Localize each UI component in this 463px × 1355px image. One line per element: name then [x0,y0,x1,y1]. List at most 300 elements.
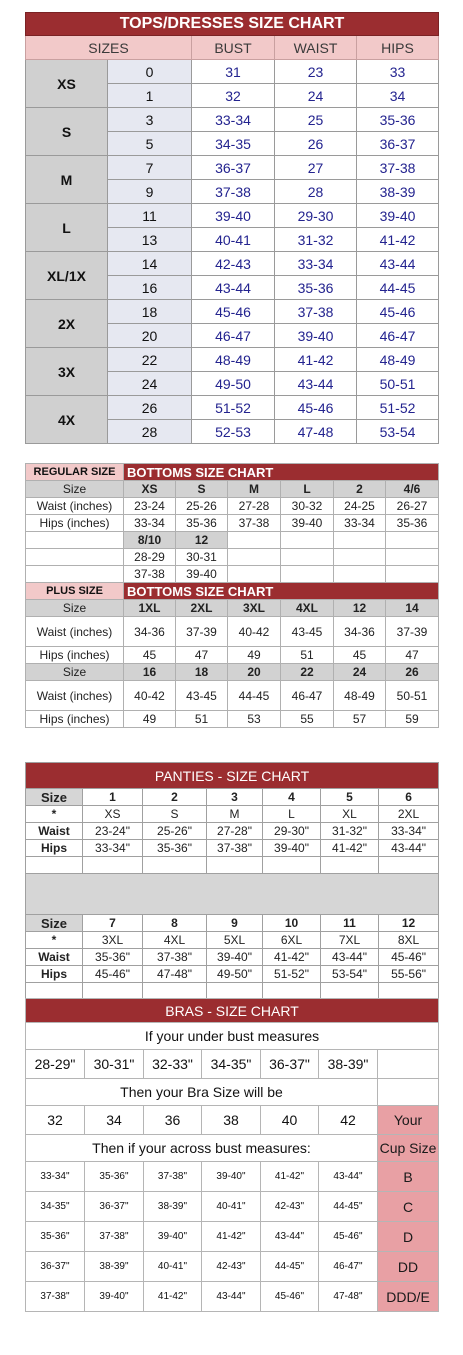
row-label: Waist (inches) [26,617,124,647]
tops-size-number: 7 [108,156,192,180]
plus-size: 2XL [176,600,228,617]
tops-size-label: XL/1X [26,252,108,300]
tops-size-number: 22 [108,348,192,372]
panties-star-row [26,932,439,949]
plus-hips: 55 [281,711,334,728]
plus-hips: 51 [176,711,228,728]
bra-size-row [26,1106,439,1135]
panties-waist-value: 35-36" [83,949,143,966]
panties-sizes-value: 11 [321,915,379,932]
tops-bust-value: 51-52 [192,396,275,420]
row-label: Waist (inches) [26,681,124,711]
panties-waist-row [26,823,439,840]
tops-size-number: 14 [108,252,192,276]
tops-size-number: 18 [108,300,192,324]
tops-hips-value: 46-47 [357,324,439,348]
panties-sizes-value: 9 [207,915,263,932]
regular-waist: 23-24 [124,498,176,515]
panties-sizes-value: 7 [83,915,143,932]
plus-waist: 40-42 [124,681,176,711]
row-label: Hips (inches) [26,711,124,728]
panties-hips-value: 47-48" [143,966,207,983]
tops-size-number: 3 [108,108,192,132]
regular-waist: 26-27 [386,498,439,515]
across-bust-value: 35-36" [26,1222,85,1252]
across-bust-value: 37-38" [85,1222,144,1252]
bras-row [26,1222,439,1252]
panties-letters-value: L [263,806,321,823]
extra-size: 8/10 [124,532,176,549]
panties-sizes-value: 12 [379,915,439,932]
bottoms-size-chart [25,463,439,728]
panties-hips-value: 49-50" [207,966,263,983]
plus-waist: 50-51 [386,681,439,711]
panties-letters-value: 2XL [379,806,439,823]
panties-chart-title: PANTIES - SIZE CHART [26,763,439,789]
tops-row [26,252,439,276]
panties-hips-value: 39-40" [263,840,321,857]
tops-size-number: 0 [108,60,192,84]
tops-waist-value: 33-34 [275,252,357,276]
extra-hips-row [26,566,439,583]
tops-row [26,60,439,84]
plus-size: 22 [281,664,334,681]
cup-size-value: DD [378,1252,439,1282]
panties-letters-value: 5XL [207,932,263,949]
tops-bust-value: 52-53 [192,420,275,444]
tops-bust-value: 46-47 [192,324,275,348]
plus-waist: 37-39 [386,617,439,647]
tops-size-label: 2X [26,300,108,348]
across-bust-value: 40-41" [144,1252,202,1282]
across-bust-value: 46-47" [319,1252,378,1282]
tops-bust-value: 33-34 [192,108,275,132]
panties-hips-value: 43-44" [379,840,439,857]
plus-bottoms-title: BOTTOMS SIZE CHART [124,583,439,600]
tops-waist-value: 26 [275,132,357,156]
plus-hips: 53 [228,711,281,728]
panties-hips-value: 41-42" [321,840,379,857]
tops-bust-value: 49-50 [192,372,275,396]
plus-waist: 34-36 [124,617,176,647]
across-bust-value: 43-44" [261,1222,319,1252]
under-bust-row [26,1050,439,1079]
panties-hips-row [26,840,439,857]
plus-size-row [26,600,439,617]
panties-waist-value: 45-46" [379,949,439,966]
panties-sizes-value: 3 [207,789,263,806]
row-label: Hips (inches) [26,515,124,532]
under-bust-value: 28-29" [26,1050,85,1079]
panties-waist-row [26,949,439,966]
tops-size-label: M [26,156,108,204]
across-bust-value: 38-39" [85,1252,144,1282]
tops-size-label: 4X [26,396,108,444]
tops-waist-value: 37-38 [275,300,357,324]
tops-bust-value: 40-41 [192,228,275,252]
panties-row-label: Hips [26,966,83,983]
panties-waist-value: 29-30" [263,823,321,840]
tops-hips-value: 45-46 [357,300,439,324]
panties-waist-value: 39-40" [207,949,263,966]
tops-hips-value: 51-52 [357,396,439,420]
cup-size-value: B [378,1162,439,1192]
row-label: Waist (inches) [26,498,124,515]
tops-waist-value: 29-30 [275,204,357,228]
tops-waist-value: 43-44 [275,372,357,396]
regular-size: M [228,481,281,498]
regular-hips: 33-34 [124,515,176,532]
panties-block-1 [26,789,439,874]
panties-size-chart [25,762,439,1000]
tops-body [26,60,439,444]
panties-size-row [26,789,439,806]
tops-hips-value: 39-40 [357,204,439,228]
across-bust-value: 39-40" [144,1222,202,1252]
tops-waist-value: 28 [275,180,357,204]
across-bust-value: 39-40" [85,1282,144,1312]
tops-size-chart [25,12,439,444]
extra-waist: 30-31 [176,549,228,566]
across-bust-value: 35-36" [85,1162,144,1192]
under-bust-value: 34-35" [202,1050,261,1079]
tops-waist-value: 45-46 [275,396,357,420]
tops-waist-value: 24 [275,84,357,108]
across-bust-value: 43-44" [319,1162,378,1192]
across-bust-value: 47-48" [319,1282,378,1312]
panties-row-label: Size [26,789,83,806]
tops-row [26,156,439,180]
across-bust-value: 39-40" [202,1162,261,1192]
tops-hips-value: 37-38 [357,156,439,180]
panties-letters-value: S [143,806,207,823]
panties-hips-value: 51-52" [263,966,321,983]
panties-waist-value: 37-38" [143,949,207,966]
panties-block-2 [26,915,439,1000]
across-bust-value: 37-38" [144,1162,202,1192]
tops-bust-value: 48-49 [192,348,275,372]
plus-waist: 43-45 [176,681,228,711]
plus-hips: 45 [334,647,386,664]
tops-bust-value: 43-44 [192,276,275,300]
extra-size: 12 [176,532,228,549]
panties-sizes-value: 10 [263,915,321,932]
tops-size-number: 1 [108,84,192,108]
panties-hips-value: 45-46" [83,966,143,983]
panties-hips-value: 33-34" [83,840,143,857]
tops-bust-value: 39-40 [192,204,275,228]
plus-hips: 45 [124,647,176,664]
tops-header-bust: BUST [192,36,275,60]
panties-star-row [26,806,439,823]
plus-size: 18 [176,664,228,681]
tops-size-label: XS [26,60,108,108]
tops-size-label: S [26,108,108,156]
across-bust-text: Then if your across bust measures: [26,1135,378,1162]
tops-hips-value: 53-54 [357,420,439,444]
panties-letters-value: XS [83,806,143,823]
across-bust-value: 33-34" [26,1162,85,1192]
panties-sizes-value: 2 [143,789,207,806]
cup-size-header-2: Cup Size [378,1135,439,1162]
across-bust-value: 45-46" [319,1222,378,1252]
panties-row-label: Hips [26,840,83,857]
row-label: Size [26,600,124,617]
tops-waist-value: 41-42 [275,348,357,372]
tops-hips-value: 41-42 [357,228,439,252]
plus-waist-row [26,617,439,647]
regular-hips: 35-36 [176,515,228,532]
panties-letters-value: M [207,806,263,823]
cup-size-value: D [378,1222,439,1252]
across-bust-value: 44-45" [261,1252,319,1282]
tops-bust-value: 37-38 [192,180,275,204]
extra-size-row [26,532,439,549]
panties-letters-value: XL [321,806,379,823]
across-bust-value: 42-43" [202,1252,261,1282]
regular-hips: 35-36 [386,515,439,532]
regular-size: 2 [334,481,386,498]
across-bust-value: 38-39" [144,1192,202,1222]
plus-hips-row [26,711,439,728]
cup-size-value: DDD/E [378,1282,439,1312]
tops-hips-value: 38-39 [357,180,439,204]
tops-size-label: L [26,204,108,252]
panties-hips-value: 37-38" [207,840,263,857]
plus-hips: 49 [124,711,176,728]
plus-size: 4XL [281,600,334,617]
tops-row [26,348,439,372]
tops-row [26,108,439,132]
regular-hips: 39-40 [281,515,334,532]
tops-size-label: 3X [26,348,108,396]
regular-waist: 24-25 [334,498,386,515]
tops-waist-value: 23 [275,60,357,84]
regular-size: XS [124,481,176,498]
panties-letters-value: 7XL [321,932,379,949]
cup-size-header-1: Your [378,1106,439,1135]
panties-waist-value: 23-24" [83,823,143,840]
plus-size: 3XL [228,600,281,617]
across-bust-value: 41-42" [144,1282,202,1312]
regular-hips: 37-38 [228,515,281,532]
plus-waist: 34-36 [334,617,386,647]
plus-waist-row [26,681,439,711]
plus-size-row [26,664,439,681]
bras-row [26,1162,439,1192]
panties-waist-value: 27-28" [207,823,263,840]
panties-row-label: Waist [26,949,83,966]
tops-hips-value: 50-51 [357,372,439,396]
plus-waist: 46-47 [281,681,334,711]
tops-waist-value: 39-40 [275,324,357,348]
panties-sizes-value: 6 [379,789,439,806]
plus-waist: 37-39 [176,617,228,647]
tops-row [26,204,439,228]
regular-size-label: REGULAR SIZE [26,464,124,481]
panties-sizes-value: 4 [263,789,321,806]
regular-waist: 27-28 [228,498,281,515]
regular-hips-row [26,515,439,532]
row-label: Size [26,664,124,681]
tops-size-number: 13 [108,228,192,252]
plus-size: 16 [124,664,176,681]
tops-size-number: 16 [108,276,192,300]
tops-size-number: 20 [108,324,192,348]
across-bust-value: 42-43" [261,1192,319,1222]
plus-size: 12 [334,600,386,617]
panties-sizes-value: 5 [321,789,379,806]
tops-waist-value: 47-48 [275,420,357,444]
plus-hips: 47 [176,647,228,664]
across-bust-value: 36-37" [26,1252,85,1282]
bras-row [26,1282,439,1312]
across-bust-value: 37-38" [26,1282,85,1312]
plus-waist: 48-49 [334,681,386,711]
tops-hips-value: 35-36 [357,108,439,132]
tops-bust-value: 31 [192,60,275,84]
bra-size-value: 42 [319,1106,378,1135]
panties-sizes-value: 1 [83,789,143,806]
plus-waist: 40-42 [228,617,281,647]
tops-size-number: 26 [108,396,192,420]
extra-waist-row [26,549,439,566]
bra-size-value: 40 [261,1106,319,1135]
panties-letters-value: 8XL [379,932,439,949]
tops-bust-value: 34-35 [192,132,275,156]
bra-size-value: 38 [202,1106,261,1135]
across-bust-value: 41-42" [261,1162,319,1192]
tops-hips-value: 33 [357,60,439,84]
bra-size-value: 36 [144,1106,202,1135]
bras-row [26,1252,439,1282]
plus-size: 14 [386,600,439,617]
plus-waist: 43-45 [281,617,334,647]
cup-size-value: C [378,1192,439,1222]
bras-size-chart [25,998,439,1312]
bras-row [26,1192,439,1222]
tops-waist-value: 25 [275,108,357,132]
plus-size-label: PLUS SIZE [26,583,124,600]
tops-bust-value: 32 [192,84,275,108]
plus-hips-row [26,647,439,664]
across-bust-value: 41-42" [202,1222,261,1252]
panties-size-row [26,915,439,932]
plus-hips: 51 [281,647,334,664]
tops-bust-value: 42-43 [192,252,275,276]
plus-hips: 47 [386,647,439,664]
regular-size: S [176,481,228,498]
panties-letters-value: 6XL [263,932,321,949]
panties-row-label: * [26,932,83,949]
plus-size: 1XL [124,600,176,617]
regular-size: 4/6 [386,481,439,498]
tops-bust-value: 36-37 [192,156,275,180]
bras-chart-title: BRAS - SIZE CHART [26,999,439,1023]
plus-hips: 59 [386,711,439,728]
panties-row-label: * [26,806,83,823]
plus-waist: 44-45 [228,681,281,711]
tops-header-hips: HIPS [357,36,439,60]
under-bust-value: 38-39" [319,1050,378,1079]
regular-waist-row [26,498,439,515]
tops-hips-value: 44-45 [357,276,439,300]
bras-body [26,1135,439,1312]
across-bust-value: 36-37" [85,1192,144,1222]
tops-chart-title: TOPS/DRESSES SIZE CHART [26,13,439,36]
plus-size: 24 [334,664,386,681]
panties-row-label: Size [26,915,83,932]
then-bra-size-text: Then your Bra Size will be [26,1079,378,1106]
tops-header-sizes: SIZES [26,36,192,60]
tops-size-number: 24 [108,372,192,396]
across-bust-value: 43-44" [202,1282,261,1312]
tops-waist-value: 35-36 [275,276,357,300]
plus-hips: 49 [228,647,281,664]
tops-hips-value: 48-49 [357,348,439,372]
regular-size: L [281,481,334,498]
across-bust-value: 44-45" [319,1192,378,1222]
tops-size-number: 28 [108,420,192,444]
tops-row [26,300,439,324]
panties-hips-value: 35-36" [143,840,207,857]
extra-waist: 28-29 [124,549,176,566]
under-bust-value: 30-31" [85,1050,144,1079]
panties-row-label: Waist [26,823,83,840]
row-label: Size [26,481,124,498]
under-bust-value: 32-33" [144,1050,202,1079]
panties-waist-value: 31-32" [321,823,379,840]
extra-hips: 39-40 [176,566,228,583]
panties-hips-value: 53-54" [321,966,379,983]
under-bust-text: If your under bust measures [26,1023,439,1050]
regular-hips: 33-34 [334,515,386,532]
across-bust-value: 45-46" [261,1282,319,1312]
panties-hips-value: 55-56" [379,966,439,983]
panties-waist-value: 33-34" [379,823,439,840]
bra-size-value: 32 [26,1106,85,1135]
tops-header-waist: WAIST [275,36,357,60]
plus-hips: 57 [334,711,386,728]
panties-waist-value: 41-42" [263,949,321,966]
bra-size-value: 34 [85,1106,144,1135]
panties-hips-row [26,966,439,983]
tops-waist-value: 31-32 [275,228,357,252]
under-bust-value: 36-37" [261,1050,319,1079]
extra-hips: 37-38 [124,566,176,583]
regular-size-row [26,481,439,498]
tops-row [26,396,439,420]
tops-bust-value: 45-46 [192,300,275,324]
regular-bottoms-title: BOTTOMS SIZE CHART [124,464,439,481]
panties-letters-value: 4XL [143,932,207,949]
tops-size-number: 5 [108,132,192,156]
plus-size: 26 [386,664,439,681]
tops-waist-value: 27 [275,156,357,180]
panties-sizes-value: 8 [143,915,207,932]
across-bust-value: 40-41" [202,1192,261,1222]
panties-letters-value: 3XL [83,932,143,949]
tops-hips-value: 43-44 [357,252,439,276]
panties-waist-value: 43-44" [321,949,379,966]
tops-size-number: 9 [108,180,192,204]
across-bust-value: 34-35" [26,1192,85,1222]
tops-size-number: 11 [108,204,192,228]
row-label: Hips (inches) [26,647,124,664]
plus-size: 20 [228,664,281,681]
panties-waist-value: 25-26" [143,823,207,840]
regular-waist: 25-26 [176,498,228,515]
